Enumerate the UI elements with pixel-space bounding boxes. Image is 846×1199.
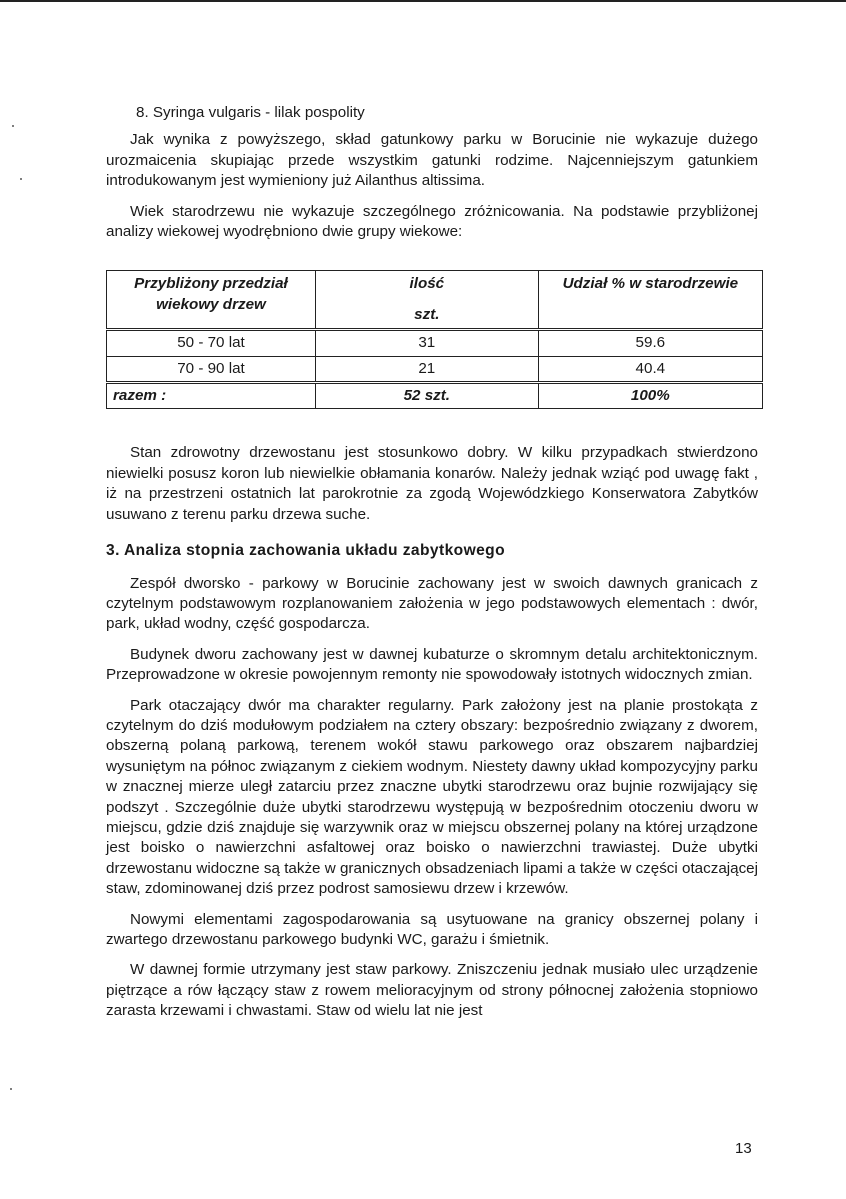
- table-total-row: [107, 383, 763, 409]
- page-number: 13: [735, 1140, 752, 1157]
- paragraph: Nowymi elementami zagospodarowania są usytuowane na granicy obszernej polany i zwartego drzewostanu parkowego budynki WC, garażu i śmietnik.: [106, 910, 758, 948]
- paragraph: Stan zdrowotny drzewostanu jest stosunkowo dobry. W kilku przypadkach stwierdzono niewielki posusz koron lub niewielkie obłamania konarów. Należy jednak wziąć pod uwagę fakt , iż na przestrzeni ostatnich lat parokrotnie za zgodą Wojewódzkiego Konserwatora Zabytków usuwano z terenu parku drzewa suche.: [106, 444, 758, 523]
- scan-speck: [10, 1088, 12, 1090]
- header-count-label: ilość: [409, 275, 445, 293]
- section-heading: 3. Analiza stopnia zachowania układu zabytkowego: [106, 542, 506, 560]
- paragraph: W dawnej formie utrzymany jest staw parkowy. Zniszczeniu jednak musiało ulec urządzenie piętrzące a rów łączący staw z rowem melioracyjnym od strony północnej założenia stopniowo zarasta krzewami i chwastami. Staw od wielu lat nie jest: [106, 961, 758, 1020]
- age-groups-table: [106, 270, 763, 409]
- table-row: [107, 330, 763, 356]
- cell-share: 59.6: [538, 330, 762, 356]
- total-count: 52 szt.: [315, 383, 538, 409]
- total-label: razem :: [107, 383, 316, 409]
- table-row: [107, 356, 763, 382]
- cell-age-range: 50 - 70 lat: [107, 330, 316, 356]
- paragraph: Wiek starodrzewu nie wykazuje szczególnego zróżnicowania. Na podstawie przybliżonej analizy wiekowej wyodrębniono dwie grupy wiekowe:: [106, 202, 758, 241]
- cell-count: 31: [315, 330, 538, 356]
- cell-count: 21: [315, 356, 538, 382]
- header-count-unit: szt.: [414, 305, 440, 323]
- cell-share: 40.4: [538, 356, 762, 382]
- scan-speck: [12, 125, 14, 127]
- paragraph: Jak wynika z powyższego, skład gatunkowy parku w Borucinie nie wykazuje dużego urozmaicenia skupiając przede wszystkim gatunki rodzime. Najcenniejszym gatunkiem introdukowanym jest wymieniony już Ailanthus altissima.: [106, 131, 758, 190]
- document-page: [106, 103, 758, 1032]
- header-share: Udział % w starodrzewie: [538, 271, 762, 330]
- top-border-line: [0, 0, 846, 2]
- paragraph: Zespół dworsko - parkowy w Borucinie zachowany jest w swoich dawnych granicach z czytelnym podstawowym rozplanowaniem założenia w jego podstawowych elementach : dwór, park, układ wodny, część gospodarcza.: [106, 574, 758, 633]
- cell-age-range: 70 - 90 lat: [107, 356, 316, 382]
- header-count: [315, 271, 538, 330]
- total-share: 100%: [538, 383, 762, 409]
- header-age-range: Przybliżony przedział wiekowy drzew: [107, 271, 316, 330]
- paragraph: Budynek dworu zachowany jest w dawnej kubaturze o skromnym detalu architektonicznym. Przeprowadzone w okresie powojennym remonty nie spowodowały istotnych widocznych zmian.: [106, 645, 758, 684]
- species-list-item: 8. Syringa vulgaris - lilak pospolity: [136, 104, 365, 121]
- table-header-row: [107, 271, 763, 330]
- scan-speck: [20, 178, 22, 180]
- paragraph: Park otaczający dwór ma charakter regularny. Park założony jest na planie prostokąta z czytelnym do dziś modułowym podziałem na cztery obszary: bezpośrednio związany z dworem, obszerną polaną parkową, terenem wokół stawu parkowego oraz obszarem najbardziej wysuniętym na północ związanym z ciekiem wodnym. Niestety dawny układ kompozycyjny parku w znacznej mierze uległ zatarciu przez znaczne ubytki starodrzewu oraz bujnie rozwijający się podszyt . Szczególnie duże ubytki starodrzewu występują w bezpośrednim otoczeniu dworu w miejscu, gdzie dziś znajduje się warzywnik oraz w miejscu obszernej polany na której urządzone jest boisko o nawierzchni asfaltowej oraz boisko o nawierzchni trawiastej. Duże ubytki drzewostanu widoczne są także w granicznych obsadzeniach lipami a także w części otaczającej staw, zdominowanej dziś przez podrost samosiewu drzew i krzewów.: [106, 696, 758, 898]
